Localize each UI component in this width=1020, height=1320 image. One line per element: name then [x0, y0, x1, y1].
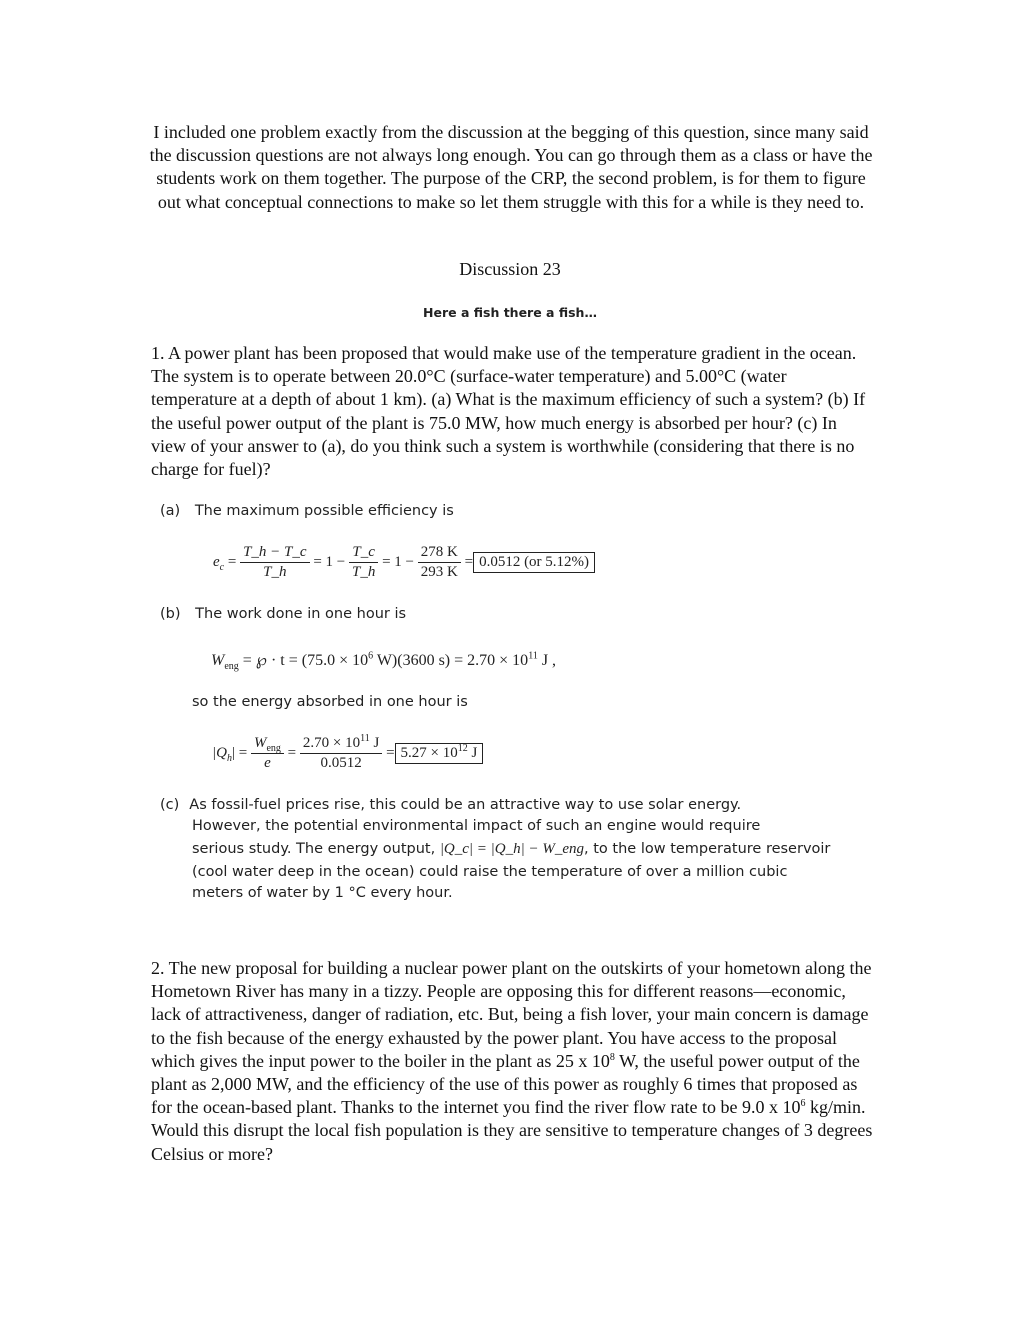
discussion-subtitle: Here a fish there a fish…	[423, 305, 597, 320]
solution-a-heading	[160, 503, 454, 519]
solution-b-heading	[160, 606, 406, 622]
solution-b-text: The work done in one hour is	[195, 606, 407, 622]
solution-c-line-5: meters of water by 1 °C every hour.	[192, 885, 453, 901]
eq-a-fraction-2: $\frac{T\_c}{T\_h}$	[349, 543, 378, 582]
eq-b2-fraction-1: $\frac{W_{eng}}{e}$	[251, 734, 284, 773]
eq-b2-lhs: |Q	[212, 744, 227, 761]
energy-result-box: $5.27 \times 10^{12}$ J	[395, 743, 484, 764]
discussion-title: Discussion 23	[459, 259, 561, 279]
eq-a-fraction-1: $\frac{T\_h - T\_c}{T\_h}$	[240, 543, 309, 582]
solution-b-label: (b)	[160, 606, 181, 622]
eq-b1-lhs-sub: eng	[224, 661, 239, 673]
eq-b1-lhs: W	[211, 652, 225, 669]
problem-1-text: 1. A power plant has been proposed that would make use of the temperature gradient in the ocean. The system is to operate between 20.0°C (surface-water temperature) and 5.00°C (water temperature at a depth of about 1 km). (a) What is the maximum efficiency of such a system? (b) If the useful power output of the plant is 75.0 MW, how much energy is absorbed per hour? (c) In view of your answer to (a), do you think such a system is worthwhile (considering that there is no charge for fuel)?	[151, 343, 866, 480]
solution-a-label: (a)	[160, 503, 181, 519]
solution-c-line-3: serious study. The energy output, |Q_c| = |Q_h| − W_eng, to the low temperature reservoir	[192, 841, 831, 857]
eq-a-lhs: e	[213, 553, 220, 570]
solution-c-block	[160, 795, 830, 904]
eq-b1-mid2: W)(3600 s) = 2.70 × 10	[373, 652, 529, 669]
solution-a-text: The maximum possible efficiency is	[194, 503, 454, 519]
work-equation: $W_{eng}$ = ℘ · $t = (75.0 \times 10^6$ W)(3600 $s) = 2.70 \times 10^{11}$ J ,	[211, 650, 557, 673]
eq-b2-fraction-2: $\frac{2.70 \times 10^{11} J}{0.0512}$	[300, 734, 382, 773]
eq-b1-mid: = ℘ · t = (75.0 × 10	[242, 652, 369, 669]
eq-a-fraction-3: $\frac{278 K}{293 K}$	[418, 543, 461, 582]
solution-c-line-1: As fossil-fuel prices rise, this could be an attractive way to use solar energy.	[189, 797, 742, 813]
solution-c-line-4: (cool water deep in the ocean) could raise the temperature of over a million cubic	[192, 864, 788, 880]
eq-a-one-minus: = 1 −	[313, 553, 346, 570]
solution-c-line-2: However, the potential environmental impact of such an engine would require	[192, 818, 761, 834]
intro-paragraph: I included one problem exactly from the discussion at the begging of this question, since many said the discussion questions are not always long enough. You can go through them as a class or have the students work on them together. The purpose of the CRP, the second problem, is for them to figure out what conceptual connections to make so let them struggle with this for a while is they need to.	[149, 122, 873, 212]
eq-a-lhs-sub: c	[219, 561, 225, 573]
energy-absorbed-equation: $|Q_h|$ = $\frac{W_{eng}}{e}$ = $\frac{2.70 \times 10^{11} J}{0.0512}$ = $5.27 \times 10^{12}$ J	[212, 734, 483, 773]
efficiency-result-box: 0.0512 (or 5.12%)	[473, 552, 595, 573]
solution-b-text-2: so the energy absorbed in one hour is	[192, 694, 468, 710]
problem-2-text: 2. The new proposal for building a nuclear power plant on the outskirts of your hometown along the Hometown River has many in a tizzy. People are opposing this for different reasons—economic, lack of attractiveness, danger of radiation, etc. But, being a fish lover, your main concern is damage to the fish because of the energy exhausted by the power plant. You have access to the proposal which gives the input power to the boiler in the plant as 25 x $10^8$ W, the useful power output of the plant as 2,000 MW, and the efficiency of the use of this power as roughly 6 times that proposed as for the ocean-based plant. Thanks to the internet you find the river flow rate to be 9.0 x $10^6$ kg/min. Would this disrupt the local fish population is they are sensitive to temperature changes of 3 degrees Celsius or more?	[151, 958, 873, 1164]
solution-c-label: (c)	[160, 797, 180, 813]
energy-output-expression: |Q_c| = |Q_h| − W_eng	[439, 841, 585, 857]
efficiency-equation: $e_c$ = $\frac{T\_h - T\_c}{T\_h}$ = 1 − $\frac{T\_c}{T\_h}$ = 1 − $\frac{278 K}{293 K}$ = 0.0512 (or 5.12%)	[213, 543, 595, 582]
